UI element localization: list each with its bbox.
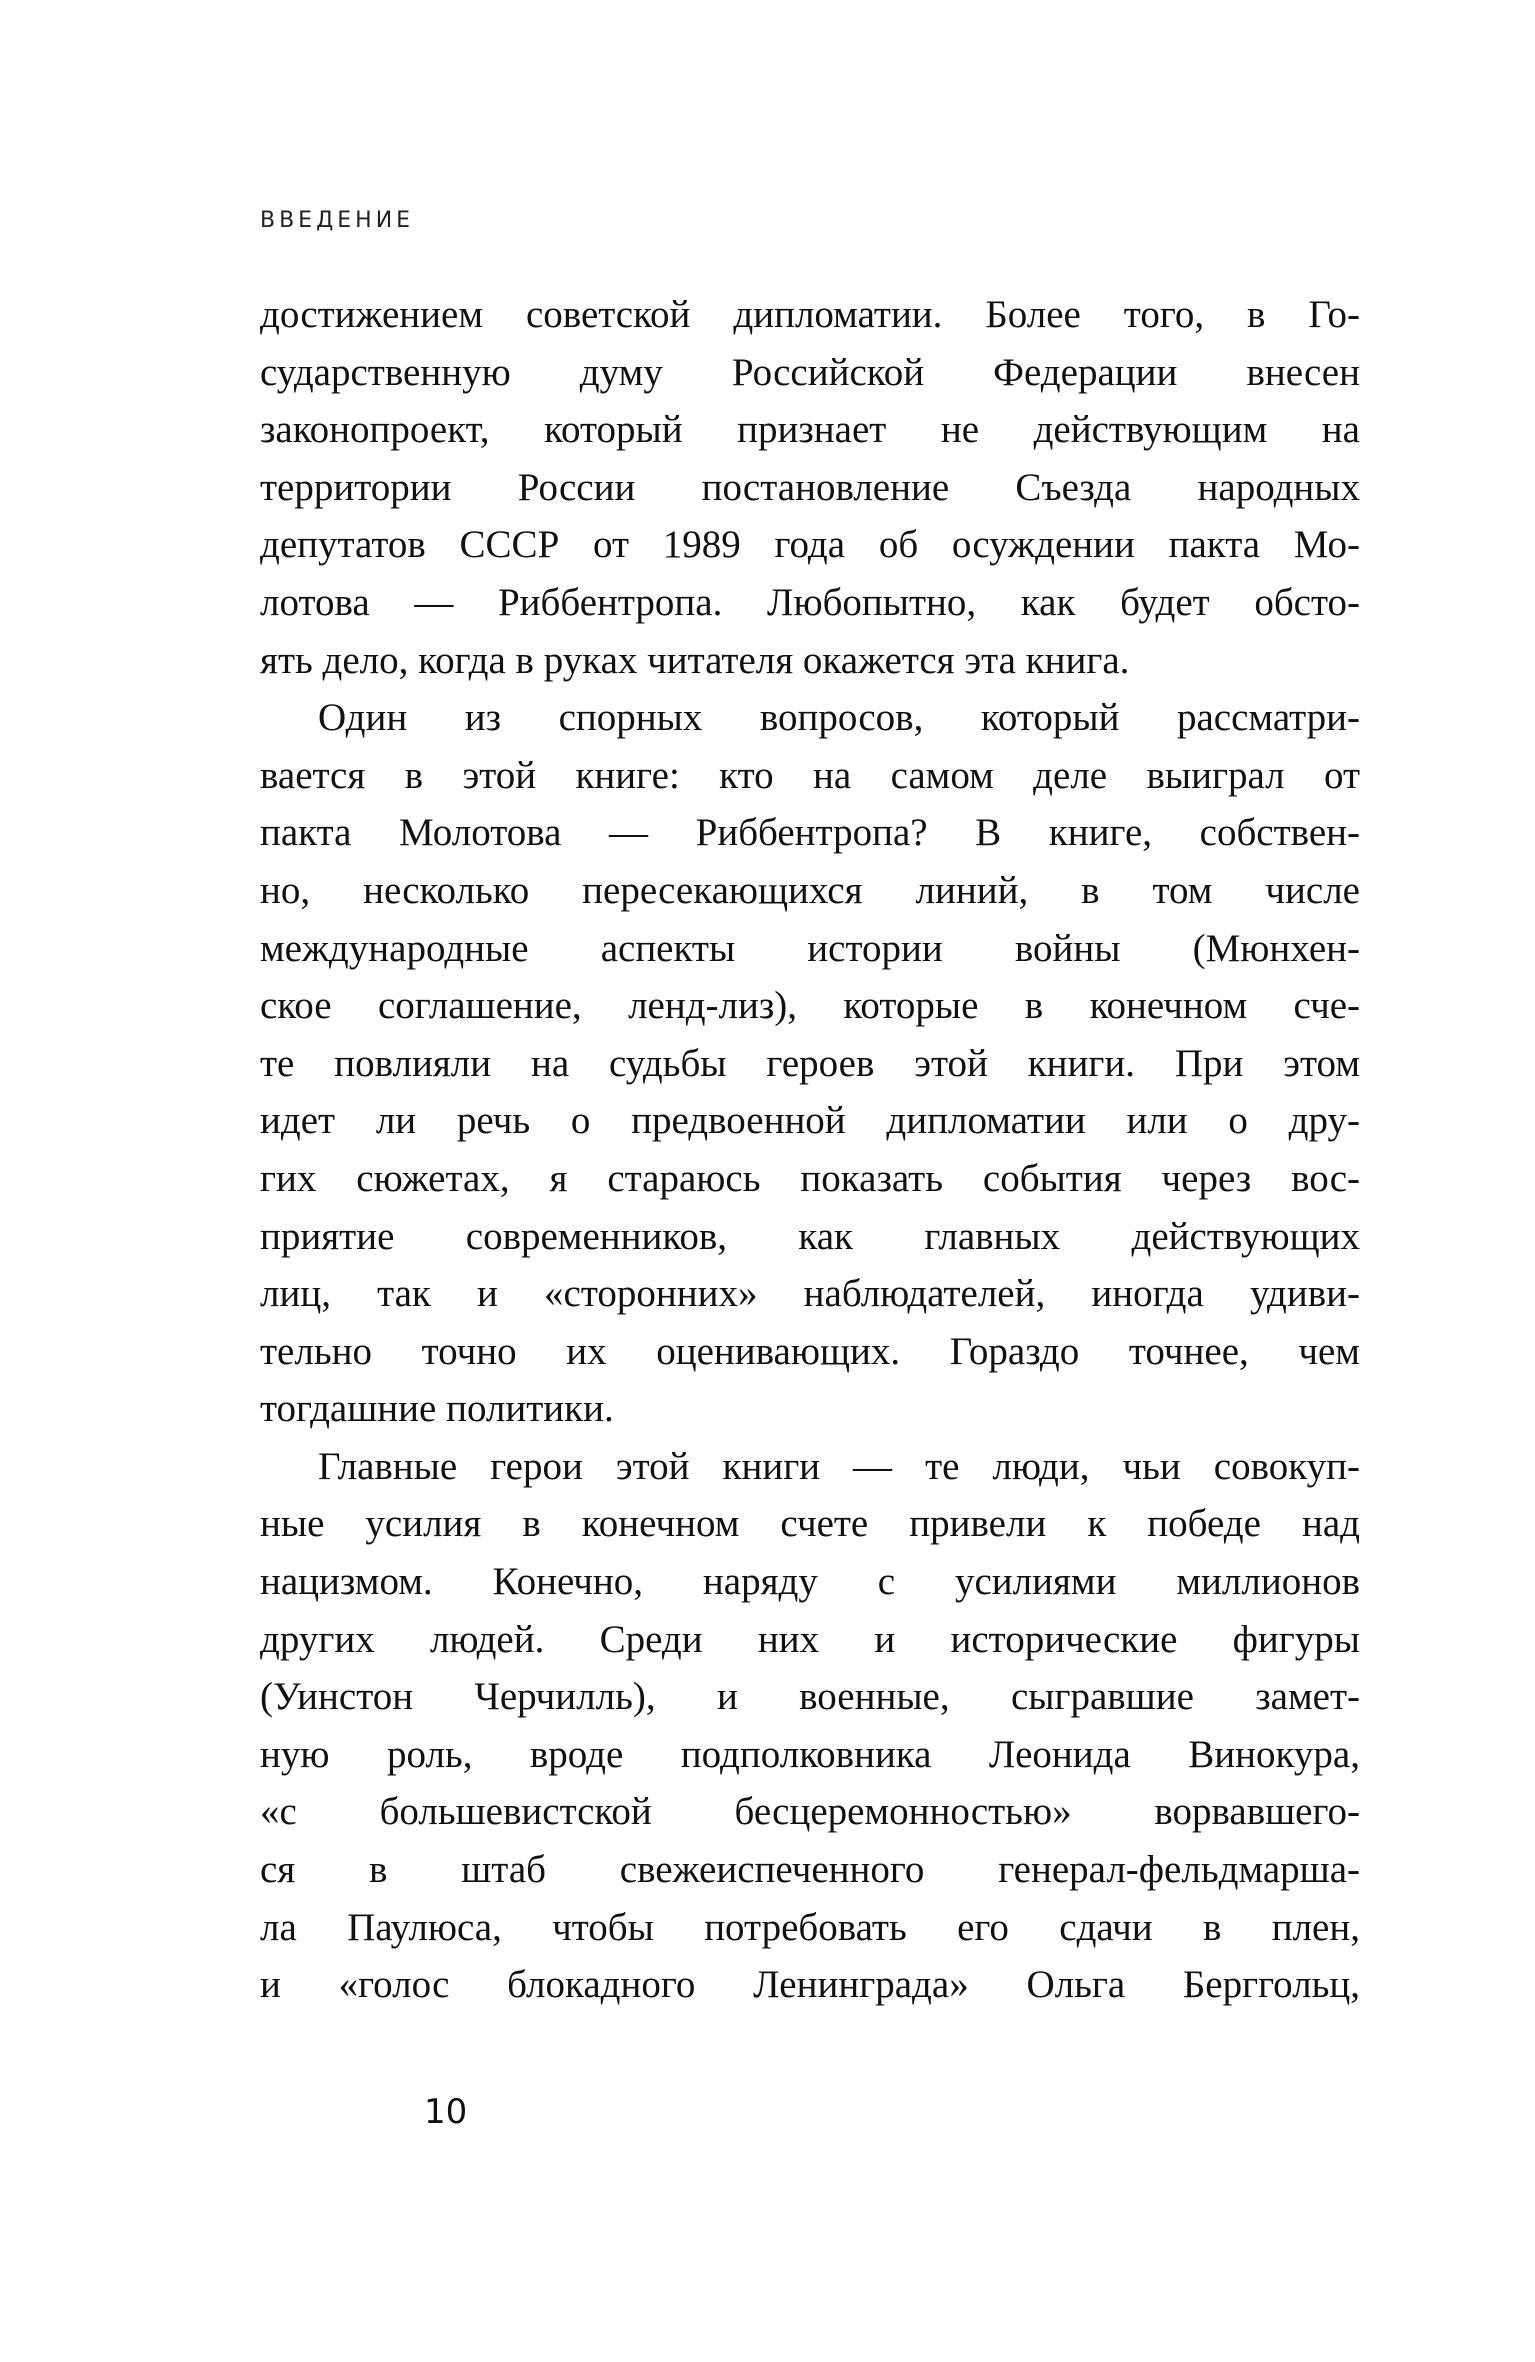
text-line: и «голос блокадного Ленинграда» Ольга Берггольц, <box>260 1963 1360 2007</box>
text-line: ское соглашение, ленд-лиз), которые в конечном сче- <box>260 984 1360 1028</box>
text-line: лотова — Риббентропа. Любопытно, как будет обсто- <box>260 580 1360 624</box>
text-line: ла Паулюса, чтобы потребовать его сдачи в плен, <box>260 1905 1360 1949</box>
text-line: нацизмом. Конечно, наряду с усилиями миллионов <box>260 1560 1360 1604</box>
text-line: Один из спорных вопросов, который рассматри- <box>318 696 1360 740</box>
text-line: идет ли речь о предвоенной дипломатии или о дру- <box>260 1099 1360 1143</box>
text-line: «с большевистской бесцеремонностью» ворвавшего- <box>260 1790 1360 1834</box>
text-line: законопроект, который признает не действующим на <box>260 408 1360 452</box>
text-line: но, несколько пересекающихся линий, в том числе <box>260 868 1360 912</box>
text-line: депутатов СССР от 1989 года об осуждении пакта Мо- <box>260 523 1360 567</box>
text-line: других людей. Среди них и исторические фигуры <box>260 1617 1360 1661</box>
text-line: международные аспекты истории войны (Мюнхен- <box>260 926 1360 970</box>
paragraph <box>260 1438 1360 2014</box>
text-line: ять дело, когда в руках читателя окажется эта книга. <box>260 638 1130 682</box>
text-line: Главные герои этой книги — те люди, чьи совокуп- <box>318 1444 1360 1488</box>
text-line: лиц, так и «сторонних» наблюдателей, иногда удиви- <box>260 1272 1360 1316</box>
text-line: тельно точно их оценивающих. Гораздо точнее, чем <box>260 1329 1360 1373</box>
page-number: 10 <box>424 2092 468 2132</box>
text-line: пакта Молотова — Риббентропа? В книге, собствен- <box>260 811 1360 855</box>
text-line: ные усилия в конечном счете привели к победе над <box>260 1502 1360 1546</box>
text-line: вается в этой книге: кто на самом деле выиграл от <box>260 753 1360 797</box>
running-head: ВВЕДЕНИЕ <box>260 208 415 233</box>
paragraph <box>260 689 1360 1438</box>
text-line: ную роль, вроде подполковника Леонида Винокура, <box>260 1732 1360 1776</box>
text-line: (Уинстон Черчилль), и военные, сыгравшие замет- <box>260 1675 1360 1719</box>
paragraph <box>260 286 1360 689</box>
text-line: приятие современников, как главных действующих <box>260 1214 1360 1258</box>
text-line: сударственную думу Российской Федерации внесен <box>260 350 1360 394</box>
text-line: территории России постановление Съезда народных <box>260 465 1360 509</box>
body-text <box>260 286 1360 2014</box>
text-line: достижением советской дипломатии. Более того, в Го- <box>260 293 1360 336</box>
text-line: ся в штаб свежеиспеченного генерал-фельдмарша- <box>260 1848 1360 1892</box>
text-line: гих сюжетах, я стараюсь показать события через вос- <box>260 1156 1360 1200</box>
text-line: те повлияли на судьбы героев этой книги. При этом <box>260 1041 1360 1085</box>
text-line: тогдашние политики. <box>260 1387 614 1431</box>
